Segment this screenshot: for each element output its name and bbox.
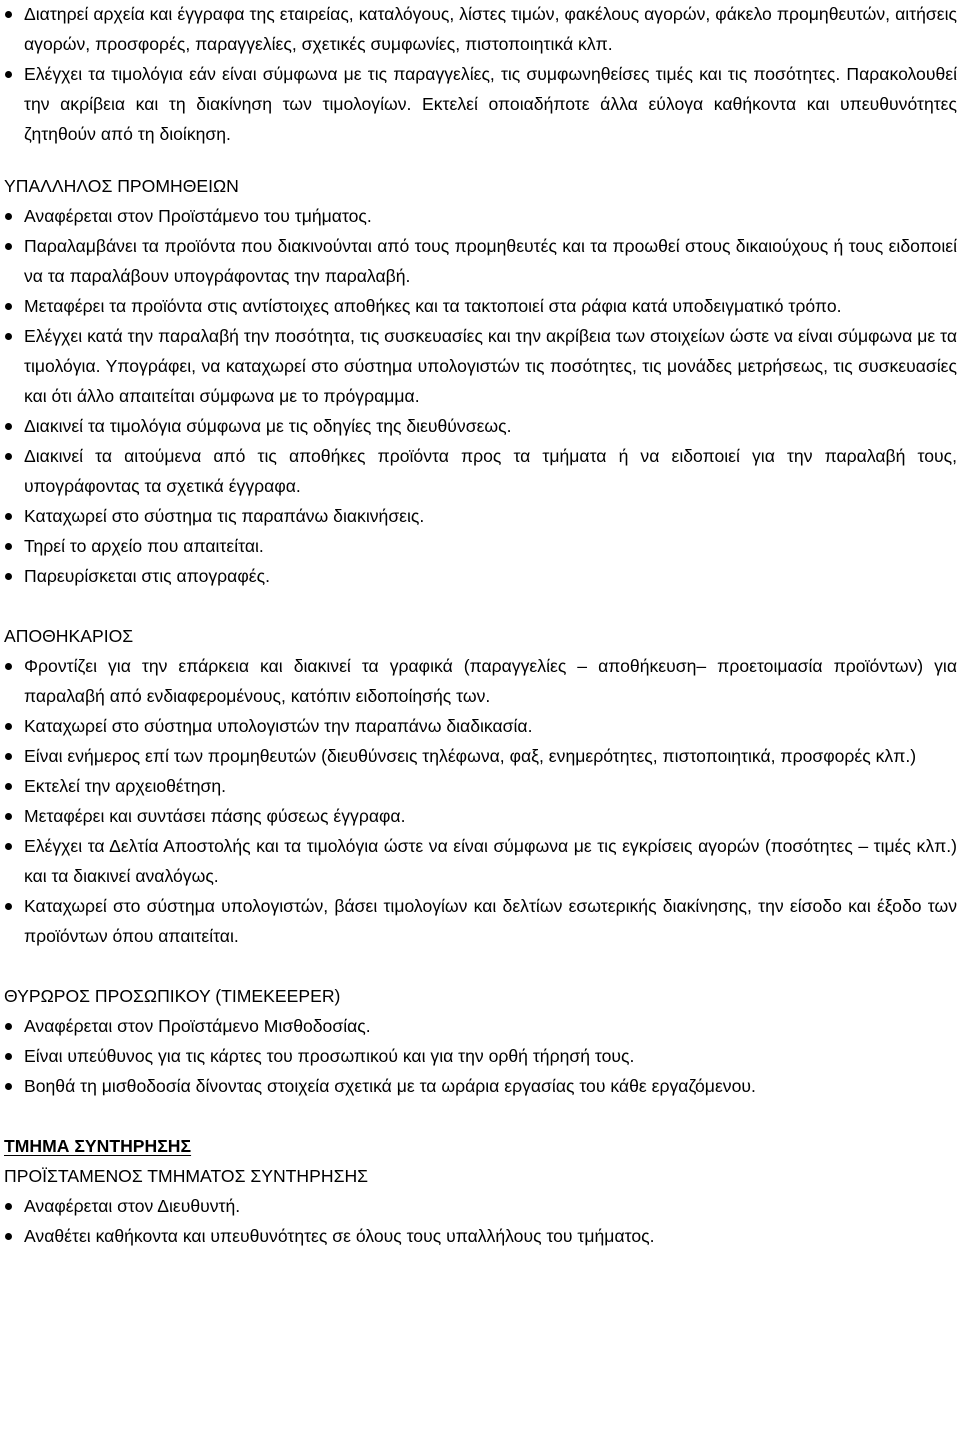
list-item: Είναι ενήμερος επί των προμηθευτών (διευθύνσεις τηλέφωνα, φαξ, ενημερότητες, πιστοποιητικά, προσφορές κλπ.) [4, 741, 957, 771]
timekeeper-list [4, 1011, 957, 1101]
maintenance-list [4, 1191, 957, 1251]
list-item: Φροντίζει για την επάρκεια και διακινεί τα γραφικά (παραγγελίες – αποθήκευση– προετοιμασία προϊόντων) για παραλαβή από ενδιαφερομένους, κατόπιν ειδοποίησής των. [4, 651, 957, 711]
list-item: Τηρεί το αρχείο που απαιτείται. [4, 531, 957, 561]
list-item: Ελέγχει τα τιμολόγια εάν είναι σύμφωνα με τις παραγγελίες, τις συμφωνηθείσες τιμές και τις ποσότητες. Παρακολουθεί την ακρίβεια και τη διακίνηση των τιμολογίων. Εκτελεί οποιαδήποτε άλλα εύλογα καθήκοντα και υπευθυνότητες ζητηθούν από τη διοίκηση. [4, 59, 957, 149]
list-item: Παραλαμβάνει τα προϊόντα που διακινούνται από τους προμηθευτές και τα προωθεί στους δικαιούχους ή τους ειδοποιεί να τα παραλάβουν υπογράφοντας την παραλαβή. [4, 231, 957, 291]
list-item: Καταχωρεί στο σύστημα υπολογιστών την παραπάνω διαδικασία. [4, 711, 957, 741]
list-item: Είναι υπεύθυνος για τις κάρτες του προσωπικού και για την ορθή τήρησή τους. [4, 1041, 957, 1071]
list-item: Μεταφέρει τα προϊόντα στις αντίστοιχες αποθήκες και τα τακτοποιεί στα ράφια κατά υποδειγματικό τρόπο. [4, 291, 957, 321]
list-item: Διατηρεί αρχεία και έγγραφα της εταιρείας, καταλόγους, λίστες τιμών, φακέλους αγορών, φάκελο προμηθευτών, αιτήσεις αγορών, προσφορές, παραγγελίες, σχετικές συμφωνίες, πιστοποιητικά κλπ. [4, 0, 957, 59]
department-title-maintenance: ΤΜΗΜΑ ΣΥΝΤΗΡΗΣΗΣ [4, 1136, 192, 1156]
list-item: Αναφέρεται στον Διευθυντή. [4, 1191, 957, 1221]
list-item: Ελέγχει κατά την παραλαβή την ποσότητα, τις συσκευασίες και την ακρίβεια των στοιχείων ώστε να είναι σύμφωνα με τα τιμολόγια. Υπογράφει, να καταχωρεί στο σύστημα υπολογιστών τις ποσότητες, τις μονάδες μετρήσεως, τις συσκευασίες και ότι άλλο απαιτείται σύμφωνα με το πρόγραμμα. [4, 321, 957, 411]
list-item: Καταχωρεί στο σύστημα υπολογιστών, βάσει τιμολογίων και δελτίων εσωτερικής διακίνησης, την είσοδο και έξοδο των προϊόντων όπου απαιτείται. [4, 891, 957, 951]
list-item: Διακινεί τα αιτούμενα από τις αποθήκες προϊόντα προς τα τμήματα ή να ειδοποιεί για την παραλαβή τους, υπογράφοντας τα σχετικά έγγραφα. [4, 441, 957, 501]
list-item: Παρευρίσκεται στις απογραφές. [4, 561, 957, 591]
list-item: Μεταφέρει και συντάσει πάσης φύσεως έγγραφα. [4, 801, 957, 831]
intro-list [4, 0, 957, 149]
section-title-maintenance-head: ΠΡΟΪΣΤΑΜΕΝΟΣ ΤΜΗΜΑΤΟΣ ΣΥΝΤΗΡΗΣΗΣ [4, 1166, 369, 1186]
list-item: Εκτελεί την αρχειοθέτηση. [4, 771, 957, 801]
list-item: Αναφέρεται στον Προϊστάμενο του τμήματος. [4, 201, 957, 231]
storekeeper-list [4, 651, 957, 951]
procurement-list [4, 201, 957, 591]
list-item: Αναθέτει καθήκοντα και υπευθυνότητες σε όλους τους υπαλλήλους του τμήματος. [4, 1221, 957, 1251]
section-title-timekeeper: ΘΥΡΩΡΟΣ ΠΡΟΣΩΠΙΚΟΥ (TIMEKEEPER) [4, 986, 341, 1006]
list-item: Βοηθά τη μισθοδοσία δίνοντας στοιχεία σχετικά με τα ωράρια εργασίας του κάθε εργαζόμενου. [4, 1071, 957, 1101]
section-title-procurement: ΥΠΑΛΛΗΛΟΣ ΠΡΟΜΗΘΕΙΩΝ [4, 176, 239, 196]
section-title-storekeeper: ΑΠΟΘΗΚΑΡΙΟΣ [4, 626, 134, 646]
list-item: Ελέγχει τα Δελτία Αποστολής και τα τιμολόγια ώστε να είναι σύμφωνα με τις εγκρίσεις αγορών (ποσότητες – τιμές κλπ.) και τα διακινεί αναλόγως. [4, 831, 957, 891]
list-item: Αναφέρεται στον Προϊστάμενο Μισθοδοσίας. [4, 1011, 957, 1041]
list-item: Καταχωρεί στο σύστημα τις παραπάνω διακινήσεις. [4, 501, 957, 531]
list-item: Διακινεί τα τιμολόγια σύμφωνα με τις οδηγίες της διευθύνσεως. [4, 411, 957, 441]
